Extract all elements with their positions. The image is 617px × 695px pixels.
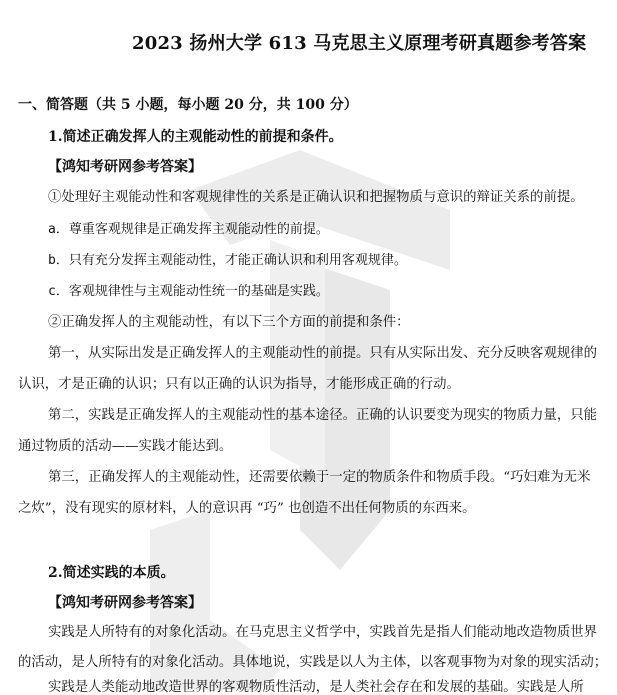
q1-point-b: b．只有充分发挥主观能动性，才能正确认识和利用客观规律。 [48, 253, 407, 268]
q2-line-2: 的活动，是人所特有的对象化活动。具体地说，实践是以人为主体，以客观事物为对象的现实活动； [18, 655, 608, 670]
question-2-answer-tag: 【鸿知考研网参考答案】 [48, 595, 202, 611]
question-1-title: 1.简述正确发挥人的主观能动性的前提和条件。 [48, 129, 343, 145]
q1-first-line-2: 认识，才是正确的认识；只有以正确的认识为指导，才能形成正确的行动。 [18, 377, 460, 392]
q1-second-line-1: 第二，实践是正确发挥人的主观能动性的基本途径。正确的认识要变为现实的物质力量，只能 [48, 408, 598, 423]
question-1-answer-tag: 【鸿知考研网参考答案】 [48, 159, 202, 175]
document-title: 2023 扬州大学 613 马克思主义原理考研真题参考答案 [132, 33, 587, 54]
section-heading: 一、简答题（共 5 小题，每小题 20 分，共 100 分） [18, 97, 358, 113]
q1-paragraph-1: ①处理好主观能动性和客观规律性的关系是正确认识和把握物质与意识的辩证关系的前提。 [48, 190, 584, 205]
q2-line-3-clip [0, 676, 617, 695]
q1-point-c: c．客观规律性与主观能动性统一的基础是实践。 [48, 284, 329, 299]
q1-paragraph-2: ②正确发挥人的主观能动性，有以下三个方面的前提和条件： [48, 315, 410, 330]
q2-line-1: 实践是人所特有的对象化活动。在马克思主义哲学中，实践首先是指人们能动地改造物质世界 [48, 625, 598, 640]
q1-first-line-1: 第一，从实际出发是正确发挥人的主观能动性的前提。只有从实际出发、充分反映客观规律的 [48, 346, 598, 361]
q1-third-line-1: 第三，正确发挥人的主观能动性，还需要依赖于一定的物质条件和物质手段。“巧妇难为无米 [48, 470, 591, 485]
question-2-title: 2.简述实践的本质。 [48, 565, 175, 581]
q2-line-3: 实践是人类能动地改造世界的客观物质性活动，是人类社会存在和发展的基础。实践是人所 [48, 680, 584, 695]
q1-second-line-2: 通过物质的活动——实践才能达到。 [18, 439, 233, 454]
q1-point-a: a．尊重客观规律是正确发挥主观能动性的前提。 [48, 222, 329, 237]
q1-third-line-2: 之炊”，没有现实的原材料，人的意识再 “巧” 也创造不出任何物质的东西来。 [18, 501, 476, 516]
